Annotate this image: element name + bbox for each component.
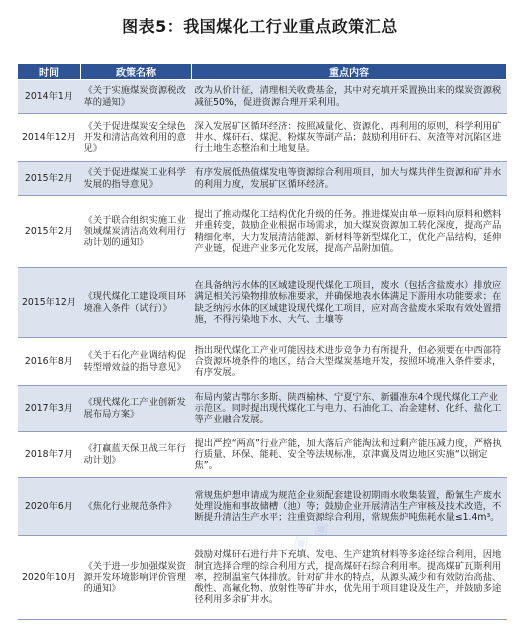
cell-time: 2016年8月 — [18, 338, 81, 386]
cell-policy-name: 《打赢蓝天保卫战三年行动计划》 — [81, 432, 192, 478]
cell-policy-name: 《焦化行业规范条件》 — [81, 478, 192, 536]
cell-time: 2018年7月 — [18, 432, 81, 478]
table-row — [18, 338, 507, 386]
table-row — [18, 196, 507, 268]
cell-content: 提出了推动煤化工结构优化升级的任务。推进煤炭由单一原料向原料和燃料并重转变，鼓励企业根据市场需求，加大煤炭资源加工转化深度，提高产品精细化率，大力发展清洁能源、新材料等新型煤化工，优化产品结构，延伸产业链，促进产业多元化发展，提高产品附加值。 — [192, 196, 507, 268]
table-row — [18, 80, 507, 114]
cell-time: 2017年3月 — [18, 386, 81, 432]
cell-time: 2014年12月 — [18, 114, 81, 162]
cell-content: 鼓励对煤矸石进行井下充填、发电、生产建筑材料等多途径综合利用，因地制宜选择合理的综合利用方式，提高煤矸石综合利用率。提高煤矿瓦斯利用率，控制温室气体排放。针对矿井水的特点，从源头减少和有效防治高盐、酸性、高氟化物、放射性等矿井水，优先用于项目建设及生产，并鼓励多途径利用多余矿井水。 — [192, 536, 507, 620]
policy-table — [17, 63, 507, 620]
cell-content: 在具备纳污水体的区域建设现代煤化工项目，废水（包括含盐废水）排放应满足相关污染物排放标准要求，并确保地表水体满足下游用水功能要求；在缺乏纳污水体的区域建设现代煤化工项目，应对高含盐废水采取有效处置措施，不得污染地下水、大气、土壤等 — [192, 268, 507, 338]
cell-policy-name: 《关于促进煤炭安全绿色开发和清洁高效利用的意见》 — [81, 114, 192, 162]
cell-content: 改为从价计征，清理相关收费基金，其中对充填开采置换出来的煤炭资源税减征50%，促进资源合理开采利用。 — [192, 80, 507, 114]
cell-time: 2014年1月 — [18, 80, 81, 114]
table-row — [18, 162, 507, 196]
cell-content: 指出现代煤化工产业可能因技术进步竞争力有所提升，但必须要在中西部符合资源环境条件的地区，结合大型煤炭基地开发，按照环境准入条件要求，有序发展。 — [192, 338, 507, 386]
cell-time: 2015年2月 — [18, 162, 81, 196]
cell-time: 2020年6月 — [18, 478, 81, 536]
cell-policy-name: 《关于进一步加强煤炭资源开发环境影响评价管理的通知》 — [81, 536, 192, 620]
column-header-key-content: 重点内容 — [192, 64, 507, 80]
cell-time: 2020年10月 — [18, 536, 81, 620]
table-row — [18, 114, 507, 162]
cell-policy-name: 《关于实施煤炭资源税改革的通知》 — [81, 80, 192, 114]
table-row — [18, 432, 507, 478]
cell-content: 提出严控“两高”行业产能，加大落后产能淘汰和过剩产能压减力度，严格执行质量、环保、能耗、安全等法规标准，京津冀及周边地区实施“以钢定焦”。 — [192, 432, 507, 478]
column-header-time: 时间 — [18, 64, 81, 80]
cell-policy-name: 《关于促进煤炭工业科学发展的指导意见》 — [81, 162, 192, 196]
cell-policy-name: 《关于联合组织实施工业领域煤炭清洁高效利用行动计划的通知》 — [81, 196, 192, 268]
cell-policy-name: 《现代煤化工产业创新发展布局方案》 — [81, 386, 192, 432]
table-header-row — [18, 64, 507, 80]
cell-content: 有序发展低热值煤发电等资源综合利用项目，加大与煤共伴生资源和矿井水的利用力度，发展矿区循环经济。 — [192, 162, 507, 196]
cell-time: 2015年2月 — [18, 196, 81, 268]
cell-policy-name: 《现代煤化工建设项目环境准入条件（试行）》 — [81, 268, 192, 338]
table-row — [18, 386, 507, 432]
table-row — [18, 268, 507, 338]
cell-content: 常规焦炉想申请成为规范企业须配套建设初期雨水收集装置，酚氰生产废水处理设施和事故储槽（池）等；鼓励企业开展清洁生产审核及技术改造，不断提升清洁生产水平；注重资源综合利用，常规焦炉吨焦耗水量≤1.4m³。 — [192, 478, 507, 536]
cell-policy-name: 《关于石化产业调结构促转型增效益的指导意见》 — [81, 338, 192, 386]
cell-time: 2015年12月 — [18, 268, 81, 338]
cell-content: 深入发展矿区循环经济：按照减量化、资源化、再利用的原则，科学利用矿井水、煤矸石、煤泥、粉煤灰等副产品；鼓励利用矸石、灰渣等对沉陷区进行土地生态整治和土地复垦。 — [192, 114, 507, 162]
table-row — [18, 536, 507, 620]
cell-content: 布局内蒙古鄂尔多斯、陕西榆林、宁夏宁东、新疆准东4个现代煤化工产业示范区。同时提出现代煤化工与电力、石油化工、冶金建材、化纤、盐化工等产业融合发展。 — [192, 386, 507, 432]
table-row — [18, 478, 507, 536]
column-header-policy-name: 政策名称 — [81, 64, 192, 80]
page-title: 图表5：我国煤化工行业重点政策汇总 — [122, 17, 398, 36]
